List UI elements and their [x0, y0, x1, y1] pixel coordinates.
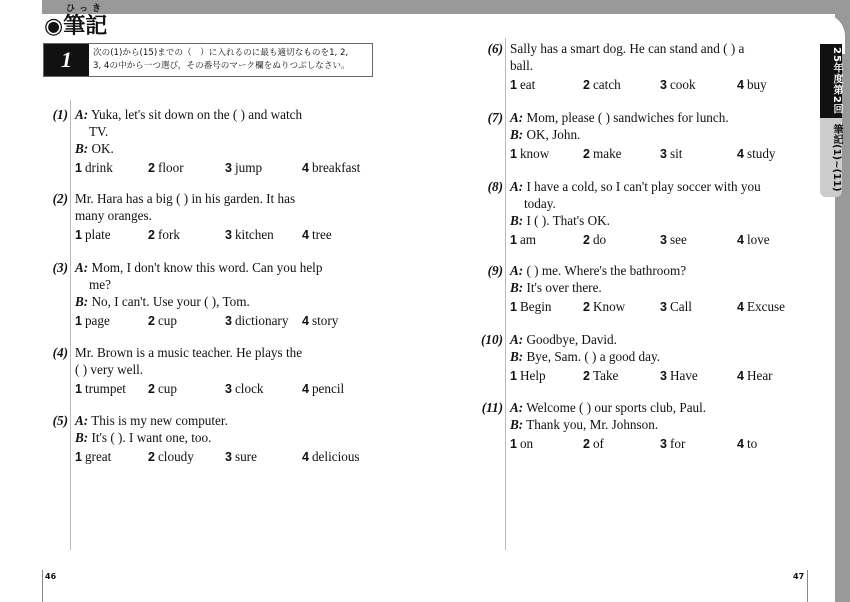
- choice-number: 3: [225, 314, 232, 328]
- question: [52, 344, 375, 399]
- choice-text: drink: [84, 160, 113, 175]
- answer-choice[interactable]: [660, 298, 692, 316]
- choice-number: 4: [302, 382, 309, 396]
- choice-number: 4: [302, 450, 309, 464]
- speaker-label: B:: [75, 141, 89, 156]
- choice-number: 2: [148, 382, 155, 396]
- choice-number: 2: [583, 369, 590, 383]
- choice-number: 3: [660, 300, 667, 314]
- choice-number: 1: [510, 233, 517, 247]
- answer-choices: [75, 226, 375, 245]
- answer-choices: [75, 159, 375, 178]
- question: [481, 399, 810, 454]
- answer-choice[interactable]: [737, 231, 770, 249]
- answer-choice[interactable]: [583, 76, 621, 94]
- choice-text: tree: [311, 227, 332, 242]
- instruction-box: [43, 43, 373, 77]
- answer-choice[interactable]: [737, 435, 757, 453]
- choice-number: 3: [660, 147, 667, 161]
- answer-choice[interactable]: [737, 298, 785, 316]
- title-ruby: ひっき: [66, 4, 106, 14]
- choice-text: sit: [669, 146, 683, 161]
- answer-choice[interactable]: [225, 312, 288, 330]
- choice-text: am: [519, 232, 537, 247]
- answer-choice[interactable]: [75, 312, 110, 330]
- question-line: [510, 262, 810, 279]
- answer-choice[interactable]: [148, 448, 194, 466]
- answer-choice[interactable]: [302, 159, 360, 177]
- choice-text: catch: [592, 77, 621, 92]
- choice-text: cloudy: [157, 449, 194, 464]
- question-text: Yuka, let's sit down on the ( ) and watch: [91, 107, 303, 122]
- choice-text: floor: [157, 160, 184, 175]
- answer-choice[interactable]: [583, 231, 606, 249]
- choice-number: 1: [75, 314, 82, 328]
- speaker-label: B:: [510, 349, 524, 364]
- choice-number: 1: [75, 161, 82, 175]
- section-range-tab: 筆記(1)~(11): [820, 118, 842, 198]
- choice-text: buy: [746, 77, 767, 92]
- answer-choice[interactable]: [583, 435, 604, 453]
- speaker-label: A:: [510, 263, 524, 278]
- question-text: Bye, Sam. ( ) a good day.: [526, 349, 661, 364]
- question-line: [510, 57, 810, 74]
- speaker-label: A:: [75, 413, 89, 428]
- question-text: TV.: [89, 124, 109, 139]
- question-number: (7): [487, 110, 503, 125]
- answer-choice[interactable]: [660, 231, 687, 249]
- choice-number: 2: [148, 161, 155, 175]
- question-line: [75, 429, 375, 446]
- question-text: It's ( ). I want one, too.: [91, 430, 212, 445]
- question: [52, 106, 375, 178]
- choice-number: 1: [75, 228, 82, 242]
- choice-text: sure: [234, 449, 257, 464]
- choice-number: 3: [225, 382, 232, 396]
- speaker-label: B:: [510, 127, 524, 142]
- top-band: [42, 0, 850, 14]
- question: [487, 262, 810, 317]
- choice-number: 1: [510, 78, 517, 92]
- page-number-left: 46: [45, 572, 57, 581]
- choice-text: Take: [592, 368, 619, 383]
- question-line: [510, 195, 810, 212]
- choice-text: make: [592, 146, 622, 161]
- question-text: Mr. Brown is a music teacher. He plays the: [75, 345, 303, 360]
- choice-number: 4: [302, 228, 309, 242]
- question-text: No, I can't. Use your ( ), Tom.: [91, 294, 250, 309]
- question: [52, 412, 375, 467]
- question-number: (11): [481, 400, 503, 415]
- choice-text: see: [669, 232, 687, 247]
- choice-text: great: [84, 449, 112, 464]
- choice-text: clock: [234, 381, 264, 396]
- answer-choice[interactable]: [510, 435, 533, 453]
- choice-number: 2: [583, 78, 590, 92]
- answer-choice[interactable]: [737, 145, 776, 163]
- question-line: [510, 399, 810, 416]
- question-text: This is my new computer.: [91, 413, 228, 428]
- question-text: ( ) very well.: [75, 362, 144, 377]
- choice-number: 4: [737, 78, 744, 92]
- question: [52, 259, 375, 331]
- choice-text: breakfast: [311, 160, 361, 175]
- question-text: I ( ). That's OK.: [526, 213, 610, 228]
- speaker-label: A:: [75, 107, 89, 122]
- question-text: OK, John.: [526, 127, 581, 142]
- choice-text: Excuse: [746, 299, 786, 314]
- instruction-line: 3, 4の中から一つ選び，その番号のマーク欄をぬりつぶしなさい。: [93, 61, 350, 71]
- choice-text: kitchen: [234, 227, 274, 242]
- question-line: [75, 190, 375, 207]
- choice-number: 3: [660, 78, 667, 92]
- answer-choice[interactable]: [302, 380, 344, 398]
- choice-number: 1: [510, 437, 517, 451]
- answer-choice[interactable]: [510, 367, 546, 385]
- question-line: [75, 293, 375, 310]
- answer-choice[interactable]: [75, 226, 111, 244]
- choice-number: 4: [302, 314, 309, 328]
- choice-text: pencil: [311, 381, 345, 396]
- answer-choices: [510, 145, 810, 164]
- question-line: [75, 207, 375, 224]
- speaker-label: A:: [75, 260, 89, 275]
- choice-number: 2: [148, 314, 155, 328]
- answer-choices: [510, 367, 810, 386]
- choice-text: love: [746, 232, 770, 247]
- answer-choices: [75, 380, 375, 399]
- choice-text: Hear: [746, 368, 773, 383]
- answer-choice[interactable]: [510, 231, 536, 249]
- choice-number: 4: [737, 300, 744, 314]
- question-number: (2): [52, 191, 68, 206]
- choice-number: 1: [510, 300, 517, 314]
- choice-text: delicious: [311, 449, 360, 464]
- question-line: [75, 361, 375, 378]
- question-line: [75, 106, 375, 123]
- choice-number: 3: [225, 161, 232, 175]
- page-edge-right: [807, 570, 808, 602]
- choice-text: story: [311, 313, 339, 328]
- speaker-label: B:: [510, 417, 524, 432]
- answer-choice[interactable]: [225, 226, 274, 244]
- choice-number: 2: [583, 147, 590, 161]
- choice-text: dictionary: [234, 313, 289, 328]
- answer-choice[interactable]: [737, 367, 773, 385]
- question: [487, 178, 810, 250]
- question-text: many oranges.: [75, 208, 152, 223]
- choice-number: 1: [510, 147, 517, 161]
- choice-number: 2: [583, 233, 590, 247]
- choice-text: study: [746, 146, 776, 161]
- answer-choices: [510, 231, 810, 250]
- question-line: [510, 178, 810, 195]
- choice-text: cook: [669, 77, 696, 92]
- section-title: ◉筆記: [44, 14, 108, 39]
- answer-choices: [510, 76, 810, 95]
- question-line: [510, 331, 810, 348]
- answer-choices: [75, 312, 375, 331]
- answer-choice[interactable]: [75, 159, 113, 177]
- question-text: OK.: [91, 141, 114, 156]
- answer-choice[interactable]: [660, 145, 682, 163]
- choice-text: know: [519, 146, 550, 161]
- question-line: [510, 109, 810, 126]
- question-number: (8): [487, 179, 503, 194]
- answer-choice[interactable]: [660, 435, 685, 453]
- answer-choice[interactable]: [660, 76, 696, 94]
- choice-text: cup: [157, 313, 177, 328]
- answer-choice[interactable]: [737, 76, 767, 94]
- section-number: 1: [44, 44, 89, 76]
- question: [481, 331, 810, 386]
- question-line: [75, 276, 375, 293]
- question-line: [75, 344, 375, 361]
- question-text: I have a cold, so I can't play soccer with you: [526, 179, 761, 194]
- speaker-label: B:: [510, 213, 524, 228]
- choice-text: to: [746, 436, 758, 451]
- choice-text: cup: [157, 381, 177, 396]
- choice-text: on: [519, 436, 534, 451]
- answer-choice[interactable]: [510, 76, 535, 94]
- answer-choice[interactable]: [148, 226, 180, 244]
- choice-text: do: [592, 232, 607, 247]
- question: [487, 109, 810, 164]
- answer-choices: [510, 435, 810, 454]
- question-text: Goodbye, David.: [526, 332, 617, 347]
- answer-choice[interactable]: [148, 312, 177, 330]
- question-text: Mom, I don't know this word. Can you help: [91, 260, 323, 275]
- choice-text: Have: [669, 368, 698, 383]
- answer-choice[interactable]: [225, 159, 262, 177]
- choice-number: 4: [737, 147, 744, 161]
- choice-text: for: [669, 436, 686, 451]
- answer-choice[interactable]: [510, 145, 549, 163]
- question-text: It's over there.: [526, 280, 602, 295]
- side-tabs: [820, 44, 842, 197]
- question-line: [510, 416, 810, 433]
- question-line: [510, 212, 810, 229]
- choice-text: Begin: [519, 299, 552, 314]
- right-divider: [505, 38, 506, 550]
- answer-choice[interactable]: [75, 448, 111, 466]
- question-text: Welcome ( ) our sports club, Paul.: [526, 400, 707, 415]
- answer-choice[interactable]: [75, 380, 126, 398]
- question-number: (9): [487, 263, 503, 278]
- choice-number: 2: [148, 450, 155, 464]
- choice-number: 3: [660, 437, 667, 451]
- speaker-label: B:: [75, 294, 89, 309]
- choice-number: 2: [583, 437, 590, 451]
- question-line: [75, 123, 375, 140]
- page-edge-left: [42, 570, 43, 602]
- question-number: (4): [52, 345, 68, 360]
- choice-number: 4: [737, 233, 744, 247]
- question-number: (6): [487, 41, 503, 56]
- answer-choice[interactable]: [660, 367, 698, 385]
- answer-choice[interactable]: [148, 159, 184, 177]
- question-number: (10): [481, 332, 503, 347]
- question-number: (5): [52, 413, 68, 428]
- speaker-label: A:: [510, 179, 524, 194]
- question-text: me?: [89, 277, 111, 292]
- exam-round-tab: 25年度第2回: [820, 44, 842, 118]
- speaker-label: A:: [510, 332, 524, 347]
- choice-number: 3: [660, 369, 667, 383]
- question-number: (1): [52, 107, 68, 122]
- choice-text: plate: [84, 227, 111, 242]
- question-text: today.: [524, 196, 556, 211]
- choice-number: 3: [225, 450, 232, 464]
- choice-number: 3: [225, 228, 232, 242]
- choice-text: jump: [234, 160, 263, 175]
- question: [487, 40, 810, 95]
- question-number: (3): [52, 260, 68, 275]
- choice-number: 1: [75, 382, 82, 396]
- answer-choice[interactable]: [225, 380, 264, 398]
- choice-number: 3: [660, 233, 667, 247]
- choice-number: 2: [583, 300, 590, 314]
- question-line: [510, 40, 810, 57]
- choice-number: 4: [737, 369, 744, 383]
- choice-text: Call: [669, 299, 692, 314]
- choice-text: page: [84, 313, 110, 328]
- choice-text: eat: [519, 77, 536, 92]
- page-number-right: 47: [793, 572, 805, 581]
- question-line: [75, 140, 375, 157]
- answer-choice[interactable]: [583, 298, 625, 316]
- speaker-label: B:: [75, 430, 89, 445]
- answer-choice[interactable]: [302, 226, 332, 244]
- speaker-label: A:: [510, 110, 524, 125]
- answer-choice[interactable]: [583, 367, 618, 385]
- speaker-label: B:: [510, 280, 524, 295]
- question-line: [510, 279, 810, 296]
- choice-text: fork: [157, 227, 180, 242]
- left-divider: [70, 100, 71, 550]
- answer-choice[interactable]: [302, 312, 338, 330]
- answer-choice[interactable]: [583, 145, 622, 163]
- answer-choices: [510, 298, 810, 317]
- question-line: [75, 259, 375, 276]
- question-text: ball.: [510, 58, 534, 73]
- choice-text: Know: [592, 299, 626, 314]
- answer-choice[interactable]: [302, 448, 360, 466]
- question-line: [510, 348, 810, 365]
- question: [52, 190, 375, 245]
- choice-number: 4: [737, 437, 744, 451]
- speaker-label: A:: [510, 400, 524, 415]
- question-text: Mom, please ( ) sandwiches for lunch.: [526, 110, 729, 125]
- choice-text: of: [592, 436, 604, 451]
- instruction-line: 次の(1)から(15)までの（ ）に入れるのに最も適切なものを1, 2,: [93, 48, 349, 58]
- answer-choice[interactable]: [225, 448, 257, 466]
- choice-number: 1: [510, 369, 517, 383]
- answer-choice[interactable]: [510, 298, 551, 316]
- answer-choices: [75, 448, 375, 467]
- question-text: Sally has a smart dog. He can stand and ( ) a: [510, 41, 745, 56]
- answer-choice[interactable]: [148, 380, 177, 398]
- choice-text: trumpet: [84, 381, 126, 396]
- instruction-text: [89, 44, 372, 76]
- question-line: [510, 126, 810, 143]
- question-text: Thank you, Mr. Johnson.: [526, 417, 659, 432]
- question-text: Mr. Hara has a big ( ) in his garden. It has: [75, 191, 296, 206]
- choice-number: 4: [302, 161, 309, 175]
- choice-number: 2: [148, 228, 155, 242]
- question-line: [75, 412, 375, 429]
- choice-number: 1: [75, 450, 82, 464]
- question-text: ( ) me. Where's the bathroom?: [526, 263, 687, 278]
- choice-text: Help: [519, 368, 546, 383]
